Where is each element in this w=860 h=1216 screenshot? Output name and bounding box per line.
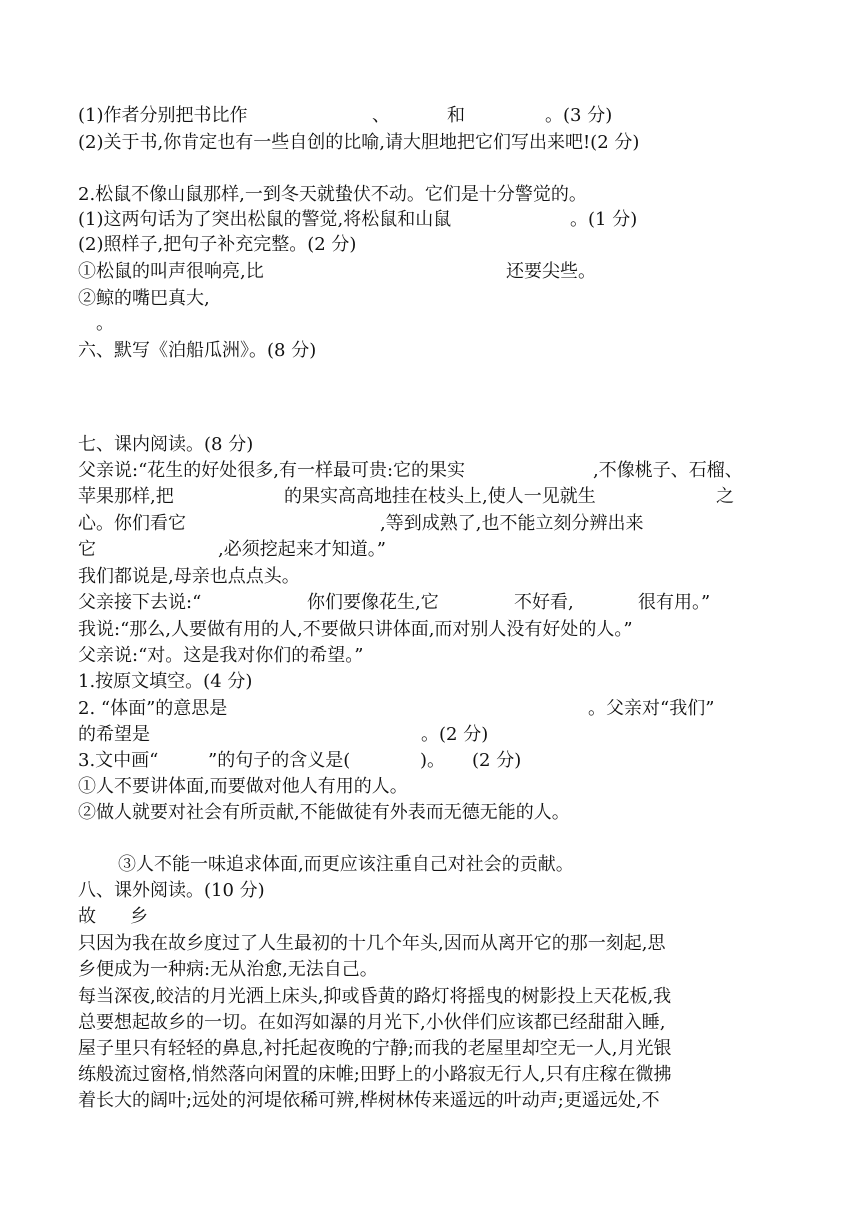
option-2: ②做人就要对社会有所贡献,不能做徒有外表而无德无能的人。 — [78, 802, 570, 823]
q2-1-score: 。(1 分) — [570, 209, 638, 230]
passage-3a: 心。你们看它 — [78, 513, 186, 534]
question-7-3c: )。 — [420, 750, 446, 771]
passage-6a: 父亲接下去说:“ — [78, 592, 202, 613]
q1-1-score: 。(3 分) — [545, 105, 613, 126]
passage-1a: 父亲说:“花生的好处很多,有一样最可贵:它的果实 — [78, 460, 466, 481]
passage-4a: 它 — [78, 539, 96, 560]
passage-4b: ,必须挖起来才知道。” — [218, 539, 386, 560]
option-1: ①人不要讲体面,而要做对他人有用的人。 — [78, 776, 408, 797]
question-7-2c: 的希望是 — [78, 724, 150, 745]
article-line-7: 着长大的阔叶;远处的河堤依稀可辨,桦树林传来遥远的叶动声;更遥远处,不 — [78, 1090, 660, 1111]
section-7-title: 七、课内阅读。(8 分) — [78, 434, 254, 455]
passage-6c: 不好看, — [514, 592, 574, 613]
passage-2a: 苹果那样,把 — [78, 486, 174, 507]
q2-line: 2.松鼠不像山鼠那样,一到冬天就蛰伏不动。它们是十分警觉的。 — [78, 184, 587, 205]
passage-2b: 的果实高高地挂在枝头上,使人一见就生 — [284, 486, 596, 507]
passage-1b: ,不像桃子、石榴、 — [593, 460, 743, 481]
section-8-title: 八、课外阅读。(10 分) — [78, 880, 265, 901]
example-1-end: 还要尖些。 — [506, 261, 596, 282]
article-line-1: 只因为我在故乡度过了人生最初的十几个年头,因而从离开它的那一刻起,思 — [78, 933, 666, 954]
section-6-title: 六、默写《泊船瓜洲》。(8 分) — [78, 340, 317, 361]
question-7-2b: 。父亲对“我们” — [588, 698, 715, 719]
question-7-2a: 2. “体面”的意思是 — [78, 698, 228, 719]
question-7-3a: 3.文中画“ — [78, 750, 159, 771]
example-1-text: ①松鼠的叫声很响亮,比 — [78, 261, 264, 282]
article-line-3: 每当深夜,皎洁的月光洒上床头,抑或昏黄的路灯将摇曳的树影投上天花板,我 — [78, 986, 672, 1007]
question-7-3b: ”的句子的含义是( — [208, 750, 351, 771]
q2-2-line: (2)照样子,把句子补充完整。(2 分) — [78, 234, 357, 255]
option-3: ③人不能一味追求体面,而更应该注重自己对社会的贡献。 — [118, 854, 574, 875]
question-7-3d: (2 分) — [472, 750, 522, 771]
q1-1-sep: 、 — [372, 105, 390, 126]
question-7-1: 1.按原文填空。(4 分) — [78, 671, 253, 692]
passage-6b: 你们要像花生,它 — [307, 592, 439, 613]
article-heading-b: 乡 — [130, 906, 148, 927]
passage-line-8: 父亲说:“对。这是我对你们的希望。” — [78, 645, 364, 666]
example-2-line: ②鲸的嘴巴真大, — [78, 288, 210, 309]
example-2-end: 。 — [96, 313, 114, 334]
article-line-6: 练般流过窗格,悄然落向闲置的床帷;田野上的小路寂无行人,只有庄稼在微拂 — [78, 1064, 672, 1085]
q1-1-and: 和 — [447, 105, 465, 126]
passage-2c: 之 — [716, 486, 734, 507]
article-heading-a: 故 — [78, 906, 96, 927]
q1-2-line: (2)关于书,你肯定也有一些自创的比喻,请大胆地把它们写出来吧!(2 分) — [78, 132, 640, 153]
q2-1-text: (1)这两句话为了突出松鼠的警觉,将松鼠和山鼠 — [78, 209, 452, 230]
article-line-5: 屋子里只有轻轻的鼻息,衬托起夜晚的宁静;而我的老屋里却空无一人,月光银 — [78, 1038, 672, 1059]
question-7-2d: 。(2 分) — [421, 724, 489, 745]
passage-3b: ,等到成熟了,也不能立刻分辨出来 — [380, 513, 644, 534]
passage-line-7: 我说:“那么,人要做有用的人,不要做只讲体面,而对别人没有好处的人。” — [78, 619, 633, 640]
passage-6d: 很有用。” — [638, 592, 711, 613]
passage-line-5: 我们都说是,母亲也点点头。 — [78, 566, 300, 587]
article-line-4: 总要想起故乡的一切。在如泻如瀑的月光下,小伙伴们应该都已经甜甜入睡, — [78, 1012, 666, 1033]
q1-1-text: (1)作者分别把书比作 — [78, 105, 248, 126]
article-line-2: 乡便成为一种病:无从治愈,无法自己。 — [78, 959, 378, 980]
